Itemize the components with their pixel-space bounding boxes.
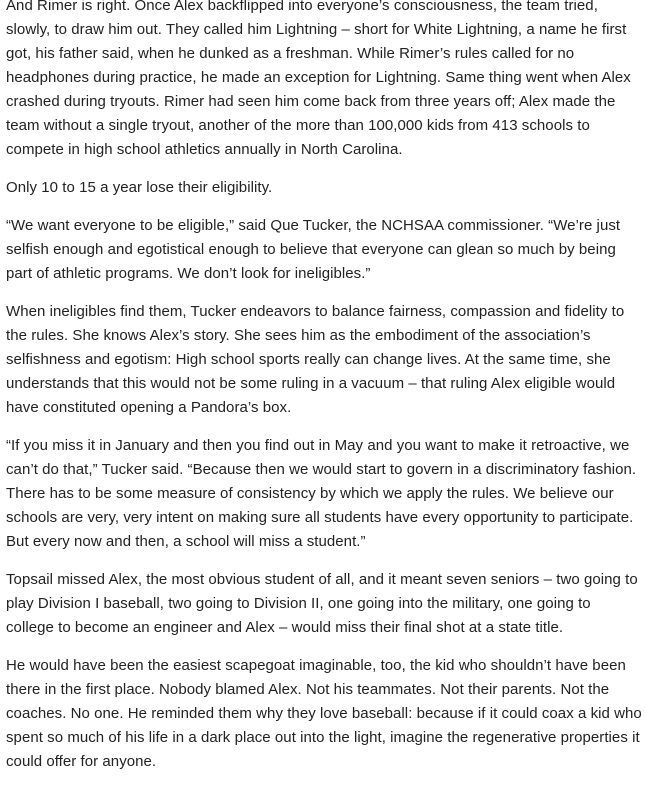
paragraph-eligibility-count: Only 10 to 15 a year lose their eligibility. (6, 179, 273, 196)
paragraph-topsail-missed: Topsail missed Alex, the most obvious student of all, and it meant seven seniors – two going to play Division I baseball, two going to Division II, one going into the military, one going to college to become an engineer and Alex – would miss their final shot at a state title. (6, 571, 638, 636)
paragraph-tucker-quote: “We want everyone to be eligible,” said Que Tucker, the NCHSAA commissioner. “We’re just selfish enough and egotistical enough to believe that everyone can glean so much by being part of athletic programs. We don’t look for ineligibles.” (6, 217, 621, 282)
paragraph-rimer-is-right: And Rimer is right. Once Alex backflipped into everyone’s consciousness, the team tried, slowly, to draw him out. They called him Lightning – short for White Lightning, a name he first got, his father said, when he dunked as a freshman. While Rimer’s rules called for no headphones during practice, he made an exception for Lightning. Same thing went when Alex crashed during tryouts. Rimer had seen him come back from three years off; Alex made the team without a single tryout, another of the more than 100,000 kids from 413 schools to compete in high school athletics annually in North Carolina. (6, 0, 631, 158)
paragraph-scapegoat: He would have been the easiest scapegoat imaginable, too, the kid who shouldn’t have been there in the first place. Nobody blamed Alex. Not his teammates. Not their parents. Not the coaches. No one. He reminded them why they love baseball: because if it could coax a kid who spent so much of his life in a dark place out into the light, imagine the regenerative properties it could offer for anyone. (6, 657, 642, 770)
paragraph-tucker-balance: When ineligibles find them, Tucker endeavors to balance fairness, compassion and fidelity to the rules. She knows Alex’s story. She sees him as the embodiment of the association’s selfishness and egotism: High school sports really can change lives. At the same time, she understands that this would not be some ruling in a vacuum – that ruling Alex eligible would have constituted opening a Pandora’s box. (6, 303, 625, 416)
paragraph-tucker-retroactive: “If you miss it in January and then you find out in May and you want to make it retroactive, we can’t do that,” Tucker said. “Because then we would start to govern in a discriminatory fashion. There has to be some measure of consistency by which we apply the rules. We believe our schools are very, very intent on making sure all students have every opportunity to participate. But every now and then, a school will miss a student.” (6, 437, 637, 550)
